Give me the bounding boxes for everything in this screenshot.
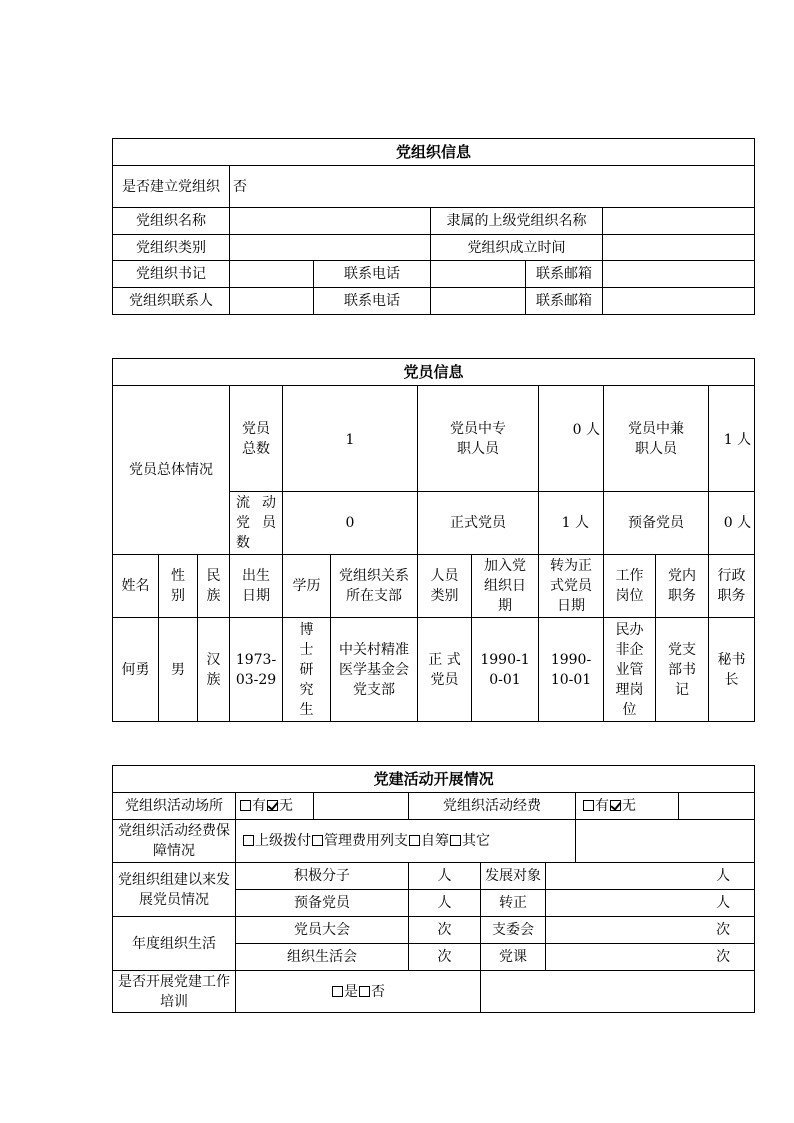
training-blank[interactable]: [481, 971, 755, 1013]
member-education: 博士研究生: [283, 618, 331, 722]
org-parent-label: 隶属的上级党组织名称: [431, 208, 603, 235]
guarantee-mgmt-checkbox[interactable]: [312, 835, 323, 846]
member-probation-label: 预备党员: [604, 492, 709, 555]
member-fulltime-value[interactable]: 0 人: [539, 386, 604, 492]
member-category: 正 式党员: [418, 618, 472, 722]
member-header-cell: 姓名: [113, 555, 159, 618]
org-name-label: 党组织名称: [113, 208, 230, 235]
annual-label: 年度组织生活: [113, 917, 236, 971]
training-yes-checkbox[interactable]: [332, 986, 343, 997]
member-parttime-value[interactable]: 1 人: [709, 386, 755, 492]
regular-unit[interactable]: 人: [546, 890, 755, 917]
member-header-cell: 性别: [159, 555, 198, 618]
congress-unit[interactable]: 次: [409, 917, 481, 944]
life-meeting-unit[interactable]: 次: [409, 944, 481, 971]
venue-no-checkbox[interactable]: [267, 800, 278, 811]
org-established-label: 是否建立党组织: [113, 166, 230, 208]
member-formal-label: 正式党员: [418, 492, 539, 555]
funds-label: 党组织活动经费: [409, 793, 576, 820]
develop-label: 党组织组建以来发展党员情况: [113, 863, 236, 917]
guarantee-label: 党组织活动经费保障情况: [113, 820, 236, 863]
guarantee-opt-label: 上级拨付: [255, 833, 311, 849]
org-secretary-phone-value[interactable]: [431, 261, 526, 288]
member-job: 民办非企业管理岗位: [604, 618, 656, 722]
org-secretary-phone-label: 联系电话: [314, 261, 431, 288]
member-admin-role: 秘书长: [709, 618, 755, 722]
member-info-title: 党员信息: [113, 359, 755, 386]
org-contact-label: 党组织联系人: [113, 288, 230, 315]
member-header-row: [113, 555, 755, 618]
member-header-cell: 党内职务: [656, 555, 709, 618]
member-header-cell: 工作岗位: [604, 555, 656, 618]
member-header-cell: 出生日期: [230, 555, 283, 618]
guarantee-self-checkbox[interactable]: [409, 835, 420, 846]
training-yes-label: 是: [344, 983, 358, 1000]
member-join-date: 1990-10-01: [472, 618, 539, 722]
congress-label: 党员大会: [236, 917, 409, 944]
guarantee-superior-checkbox[interactable]: [243, 835, 254, 846]
member-mobile-value[interactable]: 0: [283, 492, 418, 555]
member-formal-date: 1990-10-01: [539, 618, 604, 722]
guarantee-opt-label: 其它: [462, 833, 490, 849]
member-header-cell: 转为正式党员日期: [539, 555, 604, 618]
member-header-cell: 学历: [283, 555, 331, 618]
member-gender: 男: [159, 618, 198, 722]
member-parttime-label: 党员中兼职人员: [604, 386, 709, 492]
activist-label: 积极分子: [236, 863, 409, 890]
member-fulltime-label: 党员中专职人员: [418, 386, 539, 492]
org-contact-phone-label: 联系电话: [314, 288, 431, 315]
develop-probation-label: 预备党员: [236, 890, 409, 917]
member-header-cell: 人员类别: [418, 555, 472, 618]
org-type-value[interactable]: [230, 235, 431, 261]
org-secretary-label: 党组织书记: [113, 261, 230, 288]
org-parent-value[interactable]: [603, 208, 755, 235]
activist-unit[interactable]: 人: [409, 863, 481, 890]
member-ethnicity: 汉族: [198, 618, 230, 722]
funds-blank[interactable]: [679, 793, 755, 820]
training-no-label: 否: [371, 983, 385, 1000]
venue-yes-label: 有: [252, 798, 266, 814]
org-contact-email-label: 联系邮箱: [526, 288, 603, 315]
org-type-label: 党组织类别: [113, 235, 230, 261]
table-row: [113, 618, 755, 722]
guarantee-opt-label: 自筹: [421, 833, 449, 849]
training-label: 是否开展党建工作培训: [113, 971, 236, 1013]
org-founded-label: 党组织成立时间: [431, 235, 603, 261]
org-info-table: [112, 138, 755, 315]
develop-probation-unit[interactable]: 人: [409, 890, 481, 917]
lesson-unit[interactable]: 次: [546, 944, 755, 971]
member-total-value[interactable]: 1: [283, 386, 418, 492]
org-contact-value[interactable]: [230, 288, 314, 315]
venue-label: 党组织活动场所: [113, 793, 236, 820]
committee-label: 支委会: [481, 917, 546, 944]
org-secretary-email-label: 联系邮箱: [526, 261, 603, 288]
member-name: 何勇: [113, 618, 159, 722]
org-established-value[interactable]: 否: [230, 166, 755, 208]
member-branch: 中关村精准医学基金会党支部: [331, 618, 418, 722]
org-secretary-email-value[interactable]: [603, 261, 755, 288]
org-name-value[interactable]: [230, 208, 431, 235]
activity-table: [112, 765, 755, 1013]
member-header-cell: 加入党组织日期: [472, 555, 539, 618]
committee-unit[interactable]: 次: [546, 917, 755, 944]
funds-options: [576, 793, 679, 820]
org-contact-phone-value[interactable]: [431, 288, 526, 315]
member-probation-value[interactable]: 0 人: [709, 492, 755, 555]
guarantee-options: [236, 820, 576, 863]
lesson-label: 党课: [481, 944, 546, 971]
training-options: [236, 971, 481, 1013]
guarantee-other-checkbox[interactable]: [450, 835, 461, 846]
venue-yes-checkbox[interactable]: [240, 800, 251, 811]
member-total-label: 党员总数: [230, 386, 283, 492]
activity-title: 党建活动开展情况: [113, 766, 755, 793]
target-unit[interactable]: 人: [546, 863, 755, 890]
life-meeting-label: 组织生活会: [236, 944, 409, 971]
member-header-cell: 行政职务: [709, 555, 755, 618]
org-info-title: 党组织信息: [113, 139, 755, 166]
funds-yes-label: 有: [595, 798, 609, 814]
venue-options: [236, 793, 314, 820]
funds-yes-checkbox[interactable]: [583, 800, 594, 811]
target-label: 发展对象: [481, 863, 546, 890]
org-secretary-value[interactable]: [230, 261, 314, 288]
funds-no-checkbox[interactable]: [610, 800, 621, 811]
member-info-table: [112, 358, 755, 722]
org-contact-email-value[interactable]: [603, 288, 755, 315]
venue-blank[interactable]: [314, 793, 409, 820]
member-formal-value[interactable]: 1 人: [539, 492, 604, 555]
guarantee-blank[interactable]: [576, 820, 755, 863]
member-mobile-label: 流 动 党 员 数: [230, 492, 283, 555]
member-birth: 1973-03-29: [230, 618, 283, 722]
training-no-checkbox[interactable]: [359, 986, 370, 997]
member-header-cell: 党组织关系所在支部: [331, 555, 418, 618]
guarantee-opt-label: 管理费用列支: [324, 833, 408, 849]
regular-label: 转正: [481, 890, 546, 917]
org-founded-value[interactable]: [603, 235, 755, 261]
funds-no-label: 无: [622, 798, 636, 814]
member-overview-label: 党员总体情况: [113, 386, 230, 555]
member-party-role: 党支部书记: [656, 618, 709, 722]
venue-no-label: 无: [279, 798, 293, 814]
member-header-cell: 民族: [198, 555, 230, 618]
